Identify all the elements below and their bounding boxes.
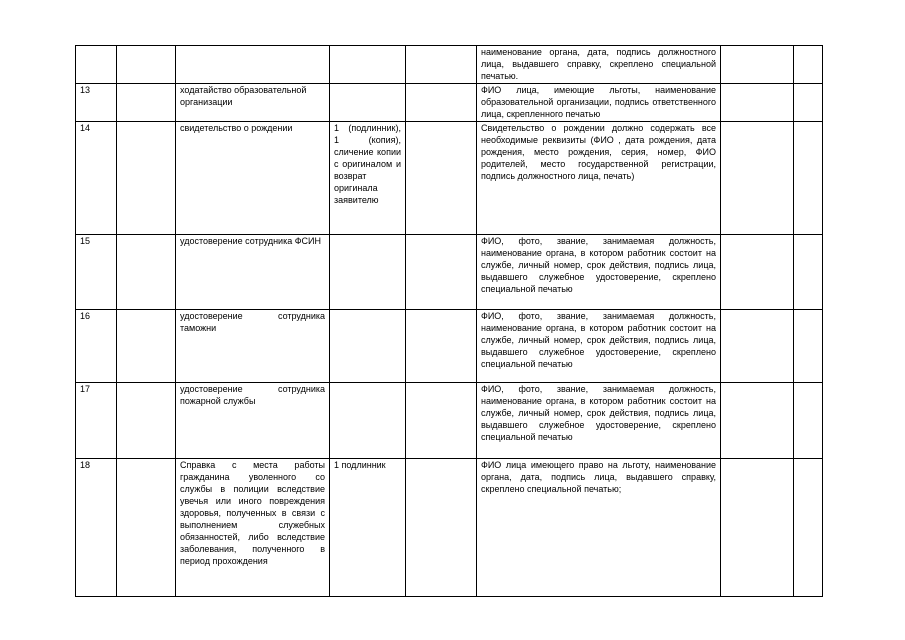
documents-table: [75, 45, 823, 597]
empty-cell: [721, 122, 794, 235]
empty-cell: [406, 459, 477, 597]
document-name: [176, 46, 330, 84]
document-requirements: ФИО лица имеющего право на льготу, наименование органа, дата, подпись лица, выдавшего справку, скреплено специальной печатью;: [477, 459, 721, 597]
document-requirements: ФИО лица, имеющие льготы, наименование образовательной организации, подпись ответственного лица, скрепленного печатью: [477, 84, 721, 122]
empty-cell: [406, 122, 477, 235]
table-row-continued: [76, 46, 823, 84]
table-row: [76, 310, 823, 383]
document-quantity: [330, 235, 406, 310]
row-number: 17: [76, 383, 117, 459]
document-name: свидетельство о рождении: [176, 122, 330, 235]
empty-cell: [406, 383, 477, 459]
document-quantity: 1 (подлинник), 1 (копия), сличение копии с оригиналом и возврат оригинала заявителю: [330, 122, 406, 235]
document-requirements: ФИО, фото, звание, занимаемая должность, наименование органа, в котором работник состоит на службе, личный номер, срок действия, подпись лица, выдавшего служебное удостоверение, скреплено специальной печатью: [477, 310, 721, 383]
row-number: 13: [76, 84, 117, 122]
document-quantity: [330, 383, 406, 459]
document-name: Справка с места работы гражданина уволенного со службы в полиции вследствие увечья или иного повреждения здоровья, полученных в связи с выполнением служебных обязанностей, либо вследствие заболевания, полученного в период прохождения: [176, 459, 330, 597]
table-row: [76, 122, 823, 235]
empty-cell: [794, 84, 823, 122]
empty-cell: [794, 122, 823, 235]
empty-cell: [721, 235, 794, 310]
document-name: удостоверение сотрудника таможни: [176, 310, 330, 383]
table-row: [76, 459, 823, 597]
empty-cell: [117, 122, 176, 235]
row-number: 15: [76, 235, 117, 310]
empty-cell: [794, 310, 823, 383]
table-row: [76, 383, 823, 459]
row-number: 16: [76, 310, 117, 383]
document-quantity: [330, 84, 406, 122]
empty-cell: [406, 235, 477, 310]
table-row: [76, 84, 823, 122]
empty-cell: [721, 383, 794, 459]
document-quantity: [330, 46, 406, 84]
row-number: [76, 46, 117, 84]
document-requirements: Свидетельство о рождении должно содержать все необходимые реквизиты (ФИО , дата рождения, дата рождения, место рождения, серия, номер, ФИО родителей, место государственной регистрации, подпись должностного лица, печать): [477, 122, 721, 235]
empty-cell: [117, 235, 176, 310]
document-quantity: 1 подлинник: [330, 459, 406, 597]
empty-cell: [721, 46, 794, 84]
document-requirements: наименование органа, дата, подпись должностного лица, выдавшего справку, скреплено специальной печатью.: [477, 46, 721, 84]
document-requirements: ФИО, фото, звание, занимаемая должность, наименование органа, в котором работник состоит на службе, личный номер, срок действия, подпись лица, выдавшего служебное удостоверение, скреплено специальной печатью: [477, 383, 721, 459]
empty-cell: [117, 383, 176, 459]
row-number: 14: [76, 122, 117, 235]
empty-cell: [406, 46, 477, 84]
empty-cell: [117, 310, 176, 383]
empty-cell: [406, 84, 477, 122]
empty-cell: [117, 459, 176, 597]
empty-cell: [794, 235, 823, 310]
table-row: [76, 235, 823, 310]
document-quantity: [330, 310, 406, 383]
row-number: 18: [76, 459, 117, 597]
document-name: ходатайство образовательной организации: [176, 84, 330, 122]
document-requirements: ФИО, фото, звание, занимаемая должность, наименование органа, в котором работник состоит на службе, личный номер, срок действия, подпись лица, выдавшего служебное удостоверение, скреплено специальной печатью: [477, 235, 721, 310]
empty-cell: [794, 46, 823, 84]
empty-cell: [721, 459, 794, 597]
empty-cell: [721, 84, 794, 122]
document-name: удостоверение сотрудника ФСИН: [176, 235, 330, 310]
empty-cell: [794, 459, 823, 597]
document-name: удостоверение сотрудника пожарной службы: [176, 383, 330, 459]
empty-cell: [794, 383, 823, 459]
empty-cell: [117, 46, 176, 84]
empty-cell: [406, 310, 477, 383]
empty-cell: [721, 310, 794, 383]
empty-cell: [117, 84, 176, 122]
